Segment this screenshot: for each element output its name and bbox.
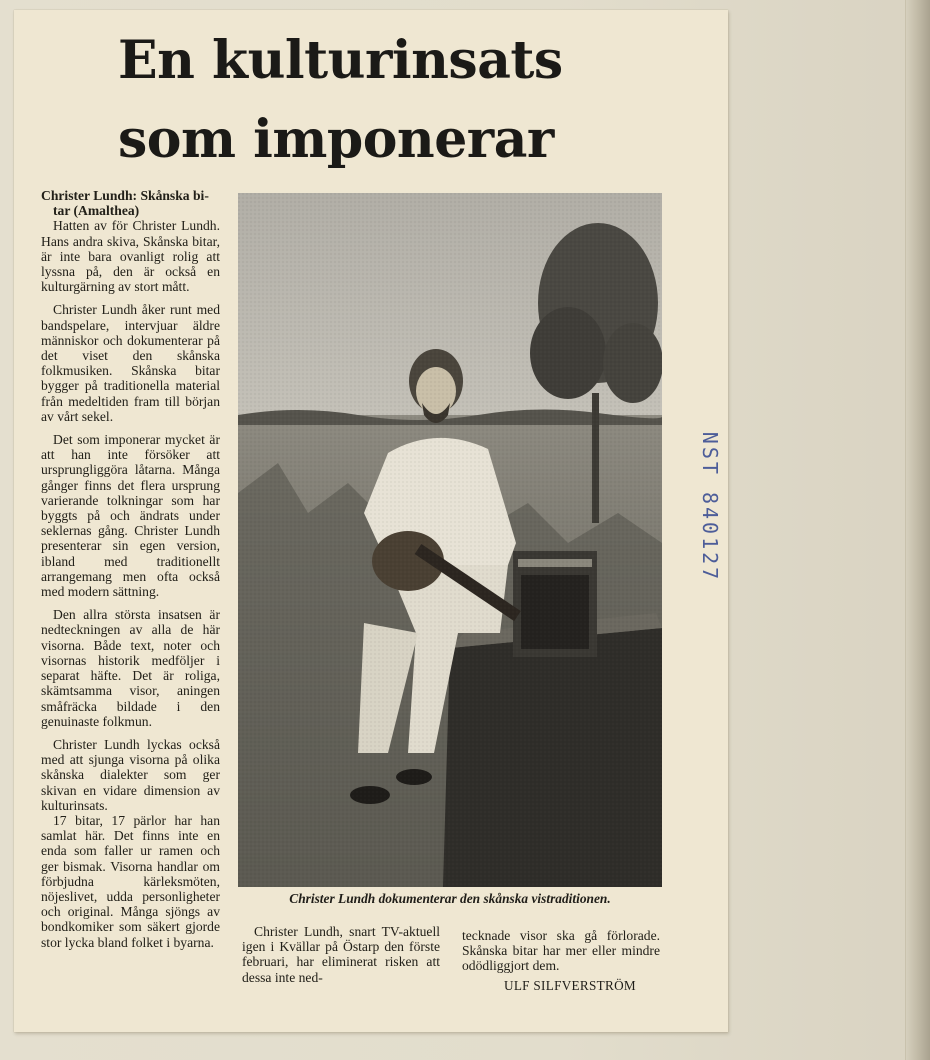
paragraph-1: Hatten av för Christer Lundh. Hans andra skiva, Skånska bitar, är inte bara ovanligt rolig att lyssna på, den är också en kulturgärning av stort mått. <box>41 218 220 295</box>
handwritten-archive-note <box>690 412 730 602</box>
paragraph-3: Det som imponerar mycket är att han inte försöker att ursprungliggöra låtarna. Många gånger finns det flera ursprung varierande tolkningar som har byggts på och ändrats under seklernas gång. Christer Lundh presenterar sin egen version, ibland med traditionellt arrangemang men ofta också med modern sättning. <box>41 432 220 600</box>
photo-illustration <box>238 193 662 887</box>
paragraph-6: 17 bitar, 17 pärlor har han samlat här. Det finns inte en enda som faller ur ramen och ger bismak. Visorna handlar om förbjudna kärleksmöten, nöjeslivet, udda personligheter och original. Många sjöngs av bondkomiker som säkert gjorde stor lycka bland folket i byarna. <box>41 812 220 950</box>
binder-spine-edge <box>905 0 930 1060</box>
headline-line-1: En kulturinsats <box>118 30 563 91</box>
article-photo <box>238 193 662 887</box>
review-byline <box>41 188 220 218</box>
author-signature: ULF SILFVERSTRÖM <box>504 978 636 993</box>
article-middle-column <box>242 924 440 985</box>
article-right-column <box>462 928 660 974</box>
mid-paragraph: Christer Lundh, snart TV-aktuell igen i Kvällar på Östarp den förste februari, har eliminerat risken att dessa inte ned- <box>242 924 440 985</box>
paragraph-5: Christer Lundh lyckas också med att sjunga visorna på olika skånska dialekter som ger skivan en vidare dimension av kulturinsats. <box>41 736 220 813</box>
byline-title: Christer Lundh: Skånska bi- <box>41 188 209 203</box>
paragraph-4: Den allra största insatsen är nedteckningen av alla de här visorna. Både text, noter och visornas historik medföljer i separat häfte. Det är roliga, skämtsamma visor, aningen småfräcka bildade i den genuinaste folkmun. <box>41 607 220 729</box>
right-paragraph: tecknade visor ska gå förlorade. Skånska bitar har mer eller mindre odödliggjort dem. <box>462 928 660 974</box>
headline-line-2: som imponerar <box>118 109 554 170</box>
photo-caption: Christer Lundh dokumenterar den skånska vistraditionen. <box>289 891 611 906</box>
byline-label: tar (Amalthea) <box>53 203 140 219</box>
paragraph-2: Christer Lundh åker runt med bandspelare, intervjuar äldre människor och dokumenterar på det viset den skånska folkmusiken. Skånska bitar bygger på traditionella material från medeltiden fram till början av vårt sekel. <box>41 302 220 424</box>
archive-note-text: NST 840127 <box>698 431 722 583</box>
article-left-column <box>41 188 220 958</box>
